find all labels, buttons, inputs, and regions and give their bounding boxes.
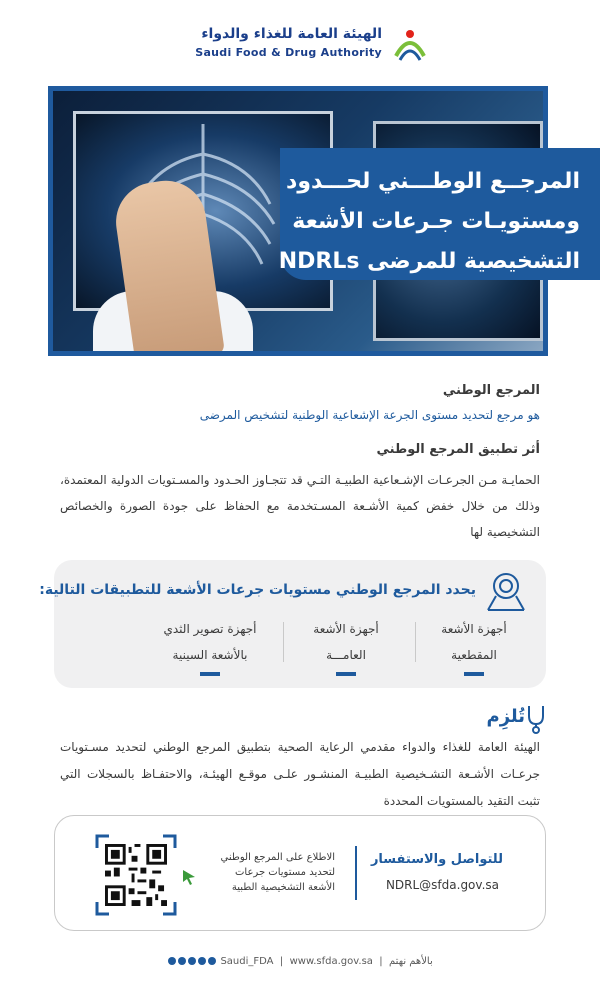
radiation-scanner-icon <box>484 570 528 614</box>
cursor-icon <box>181 868 199 886</box>
commit-title: تُلزِم <box>486 706 525 727</box>
footer-website[interactable]: www.sfda.gov.sa <box>289 956 373 967</box>
application-item: أجهزة الأشعة العامـــة <box>296 616 396 676</box>
hero-banner <box>280 148 600 280</box>
hero-title-line: ومستويـات جـرعات الأشعة <box>292 209 580 234</box>
application-item: أجهزة الأشعة المقطعية <box>424 616 524 676</box>
impact-text: الحمايـة مـن الجرعـات الإشـعاعية الطبيـة التـي قد تتجـاوز الحـدود والمسـتويات الدولية المعتمدة، وذلك من خلال خفض كمية الأشـعة المسـتخدمة مع الحفاظ على جودة الصورة والخصائص التشخيصية لها <box>60 473 540 539</box>
twitter-icon[interactable] <box>168 957 176 965</box>
divider <box>415 622 416 662</box>
stethoscope-icon <box>526 704 546 734</box>
snapchat-icon[interactable] <box>188 957 196 965</box>
contact-title: للتواصل والاستفسار <box>370 852 503 867</box>
divider <box>355 846 357 900</box>
qr-code[interactable] <box>95 834 177 916</box>
definition-text: هو مرجع لتحديد مستوى الجرعة الإشعاعية الوطنية لتشخيص المرضى <box>199 408 540 422</box>
org-name-en: Saudi Food & Drug Authority <box>195 46 382 59</box>
hero-title-line: المرجــع الوطـــني لحـــدود <box>286 169 580 194</box>
application-item: أجهزة تصوير الثدي بالأشعة السينية <box>150 616 270 676</box>
org-name-ar: الهيئة العامة للغذاء والدواء <box>201 26 382 42</box>
applications-title: يحدد المرجع الوطني مستويات جرعات الأشعة للتطبيقات التالية: <box>39 582 476 598</box>
qr-note: الاطلاع على المرجع الوطني لتحديد مستويات جرعات الأشعة التشخيصية الطبية <box>220 852 335 893</box>
impact-title: أثر تطبيق المرجع الوطني <box>376 442 540 457</box>
contact-email-link[interactable]: NDRL@sfda.gov.sa <box>385 878 499 892</box>
definition-title: المرجع الوطني <box>442 383 540 398</box>
contact-card <box>54 815 546 931</box>
divider <box>283 622 284 662</box>
youtube-icon[interactable] <box>178 957 186 965</box>
footer: Saudi_FDA | www.sfda.gov.sa | بالأهم نهتم <box>0 956 600 968</box>
instagram-icon[interactable] <box>198 957 206 965</box>
footer-slogan: بالأهم نهتم <box>389 956 433 967</box>
social-icons <box>167 956 217 967</box>
footer-handle[interactable]: Saudi_FDA <box>220 956 274 967</box>
qr-code-icon <box>105 844 167 906</box>
header <box>170 20 430 70</box>
hero-title-line: التشخيصية للمرضى NDRLs <box>278 249 580 274</box>
applications-card <box>39 560 546 688</box>
commit-text: الهيئة العامة للغذاء والدواء مقدمي الرعاية الصحية بتطبيق المرجع الوطني لتحديد مسـتويات جرعـات الأشـعة التشـخيصية الطبيـة المنشـور علـى موقـع الهيئـة، والاحتفـاظ بالسجلات التي تثبت التقيد بالمستويات المحددة <box>60 740 540 808</box>
facebook-icon[interactable] <box>208 957 216 965</box>
sfda-logo-icon <box>390 26 430 66</box>
